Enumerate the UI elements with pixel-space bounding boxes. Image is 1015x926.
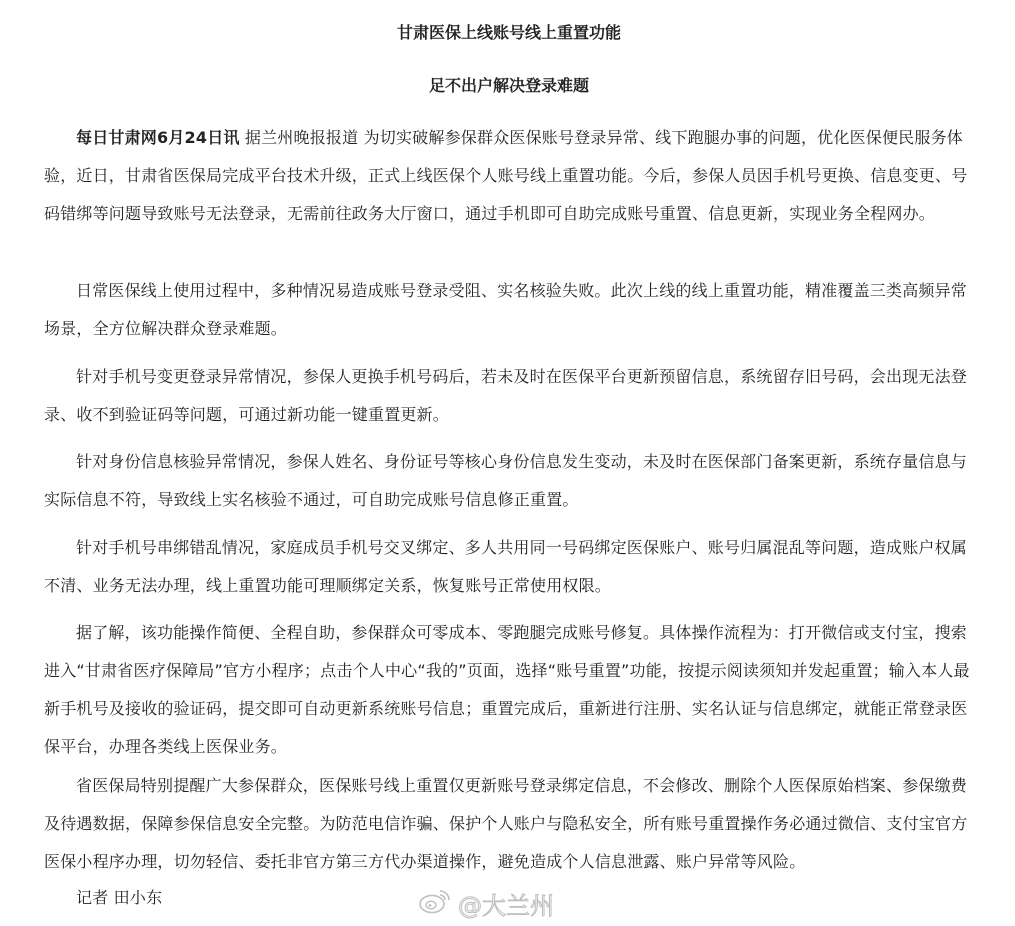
article-subtitle: 足不出户解决登录难题 — [428, 76, 589, 95]
lead-source: 每日甘肃网6月24日讯 — [76, 128, 240, 147]
paragraph: 针对手机号变更登录异常情况，参保人更换手机号码后，若未及时在医保平台更新预留信息，系统留存旧号码，会出现无法登录、收不到验证码等问题，可通过新功能一键重置更新。 — [44, 367, 968, 424]
paragraph-lead — [44, 119, 974, 233]
paragraph: 针对手机号串绑错乱情况，家庭成员手机号交叉绑定、多人共用同一号码绑定医保账户、账号归属混乱等问题，造成账户权属不清、业务无法办理，线上重置功能可理顺绑定关系，恢复账号正常使用权限。 — [44, 538, 968, 595]
paragraph: 据了解，该功能操作简便、全程自助，参保群众可零成本、零跑腿完成账号修复。具体操作流程为：打开微信或支付宝，搜索进入“甘肃省医疗保障局”官方小程序；点击个人中心“我的”页面，选择“账号重置”功能，按提示阅读须知并发起重置；输入本人最新手机号及接收的验证码，提交即可自动更新系统账号信息；重置完成后，重新进行注册、实名认证与信息绑定，就能正常登录医保平台，办理各类线上医保业务。 — [44, 623, 970, 756]
paragraph: 省医保局特别提醒广大参保群众，医保账号线上重置仅更新账号登录绑定信息，不会修改、删除个人医保原始档案、参保缴费及待遇数据，保障参保信息安全完整。为防范电信诈骗、保护个人账户与隐私安全，所有账号重置操作务必通过微信、支付宝官方医保小程序办理，切勿轻信、委托非官方第三方代办渠道操作，避免造成个人信息泄露、账户异常等风险。 — [44, 776, 968, 871]
weibo-watermark — [418, 888, 554, 918]
reporter-byline: 记者 田小东 — [76, 888, 163, 907]
weibo-icon — [418, 887, 452, 919]
watermark-text: @大兰州 — [458, 891, 554, 920]
paragraph: 日常医保线上使用过程中，多种情况易造成账号登录受阻、实名核验失败。此次上线的线上重置功能，精准覆盖三类高频异常场景，全方位解决群众登录难题。 — [44, 281, 968, 338]
paragraph-text: 据兰州晚报报道 为切实破解参保群众医保账号登录异常、线下跑腿办事的问题，优化医保便民服务体验，近日，甘肃省医保局完成平台技术升级，正式上线医保个人账号线上重置功能。今后，参保人员因手机号更换、信息变更、号码错绑等问题导致账号无法登录，无需前往政务大厅窗口，通过手机即可自助完成账号重置、信息更新，实现业务全程网办。 — [44, 128, 968, 223]
article-title: 甘肃医保上线账号线上重置功能 — [396, 23, 621, 42]
paragraph: 针对身份信息核验异常情况，参保人姓名、身份证号等核心身份信息发生变动，未及时在医保部门备案更新，系统存量信息与实际信息不符，导致线上实名核验不通过，可自助完成账号信息修正重置。 — [44, 452, 968, 509]
